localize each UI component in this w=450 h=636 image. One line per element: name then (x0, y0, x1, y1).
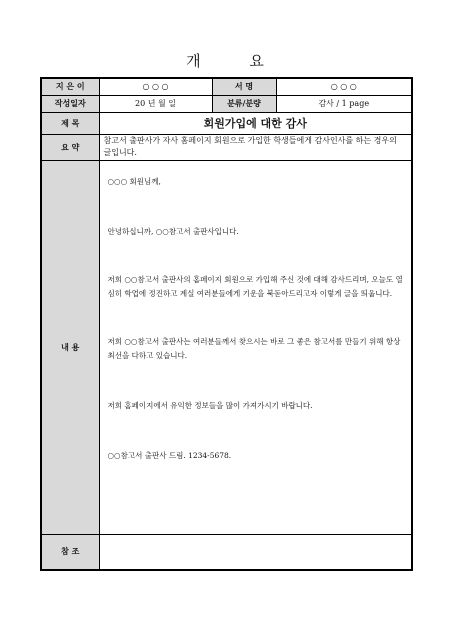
category-value: 감사 / 1 page (276, 95, 412, 112)
date-value: 20 년 월 일 (99, 95, 212, 112)
category-label: 분류/분량 (212, 95, 276, 112)
author-label: 지 은 이 (41, 78, 99, 95)
date-label: 작성일자 (41, 95, 99, 112)
summary-label: 요 약 (41, 134, 99, 160)
content-paragraph: 저희 ○○참고서 출판사의 홈페이지 회원으로 가입해 주신 것에 대해 감사드리며, 오늘도 열심히 학업에 정진하고 계실 여러분들에게 기운을 북돋아드리고자 이렇게 글을 띄웁니다. (107, 274, 403, 298)
content-body (99, 160, 412, 534)
row-content (41, 160, 412, 534)
row-author (41, 78, 412, 95)
content-paragraph: 저희 홈페이지에서 유익한 정보들을 많이 가져가시기 바랍니다. (107, 400, 313, 410)
row-summary (41, 134, 412, 160)
content-label: 내 용 (41, 160, 99, 534)
subject-value: 회원가입에 대한 감사 (99, 112, 412, 134)
content-paragraph: ○○○ 회원님께, (107, 176, 161, 186)
document-title: 개 요 (186, 52, 286, 70)
summary-form-table (40, 77, 413, 571)
content-paragraph: 저희 ○○참고서 출판사는 여러분들께서 찾으시는 바로 그 좋은 참고서를 만들기 위해 항상 최선을 다하고 있습니다. (107, 336, 401, 360)
signature-label: 서 명 (212, 78, 276, 95)
content-paragraph: 안녕하십니까, ○○참고서 출판사입니다. (107, 226, 239, 236)
content-paragraph: ○○참고서 출판사 드림. 1234-5678. (107, 450, 232, 460)
reference-value (99, 534, 412, 570)
row-reference (41, 534, 412, 570)
reference-label: 참 조 (41, 534, 99, 570)
summary-value: 참고서 출판사가 자사 홈페이지 회원으로 가입한 학생들에게 감사인사를 하는 경우의 글입니다. (99, 134, 412, 160)
subject-label: 제 목 (41, 112, 99, 134)
author-value: ○ ○ ○ (99, 78, 212, 95)
signature-value: ○ ○ ○ (276, 78, 412, 95)
row-subject (41, 112, 412, 134)
row-date (41, 95, 412, 112)
